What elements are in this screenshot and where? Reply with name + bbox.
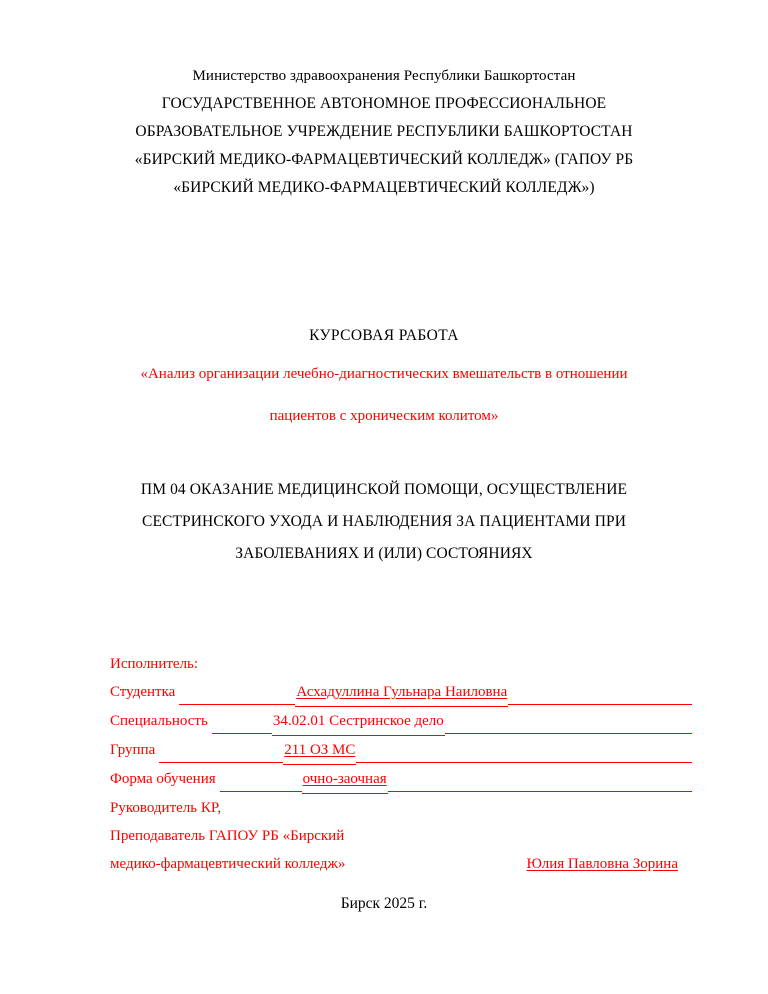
supervisor-name: Юлия Павловна Зорина [526, 856, 678, 872]
field-value-group: 211 ОЗ МС [283, 736, 356, 765]
performer-block [64, 650, 704, 794]
field-tail-group [356, 745, 692, 763]
supervisor-role-line-2: Преподаватель ГАПОУ РБ «Бирский [110, 828, 345, 844]
performer-title: Исполнитель: [110, 656, 199, 672]
field-value-study-form: очно-заочная [302, 765, 388, 794]
field-lead-specialty [212, 716, 272, 734]
field-value-specialty: 34.02.01 Сестринское дело [272, 707, 445, 736]
institution-line-3: «БИРСКИЙ МЕДИКО-ФАРМАЦЕВТИЧЕСКИЙ КОЛЛЕДЖ» (ГАПОУ РБ [134, 151, 634, 168]
supervisor-final-row [110, 850, 692, 878]
field-lead-student [179, 687, 295, 705]
work-theme-line-1: «Анализ организации лечебно-диагностических вмешательств в отношении [140, 366, 628, 382]
supervisor-role-line-1: Руководитель КР, [110, 800, 222, 816]
field-lead-group [159, 745, 283, 763]
institution-line-4: «БИРСКИЙ МЕДИКО-ФАРМАЦЕВТИЧЕСКИЙ КОЛЛЕДЖ») [173, 179, 595, 196]
work-type-label: КУРСОВАЯ РАБОТА [309, 327, 459, 344]
supervisor-block [64, 794, 704, 878]
professional-module-block [64, 474, 704, 570]
field-tail-specialty [445, 716, 692, 734]
field-tail-study-form [388, 774, 692, 792]
institution-line-2: ОБРАЗОВАТЕЛЬНОЕ УЧРЕЖДЕНИЕ РЕСПУБЛИКИ БАШКОРТОСТАН [135, 123, 633, 140]
field-tail-student [508, 687, 692, 705]
field-label-group: Группа [110, 742, 156, 758]
module-line-3: ЗАБОЛЕВАНИЯХ И (ИЛИ) СОСТОЯНИЯХ [235, 545, 533, 562]
field-label-specialty: Специальность [110, 713, 208, 729]
institution-line-1: ГОСУДАРСТВЕННОЕ АВТОНОМНОЕ ПРОФЕССИОНАЛЬНОЕ [161, 95, 607, 112]
field-value-student: Асхадуллина Гульнара Наиловна [295, 678, 508, 707]
work-theme-line-2: пациентов с хроническим колитом» [269, 408, 499, 424]
field-row-study-form [110, 765, 692, 794]
field-row-student [110, 678, 692, 707]
organisation-header [64, 0, 704, 202]
module-line-1: ПМ 04 ОКАЗАНИЕ МЕДИЦИНСКОЙ ПОМОЩИ, ОСУЩЕСТВЛЕНИЕ [140, 481, 628, 498]
field-lead-study-form [220, 774, 302, 792]
work-block [64, 322, 704, 434]
field-row-group [110, 736, 692, 765]
place-and-year: Бирск 2025 г. [340, 895, 428, 912]
page-footer [0, 893, 768, 915]
field-label-student: Студентка [110, 684, 176, 700]
supervisor-role-line-3: медико-фармацевтический колледж» [110, 856, 346, 872]
field-label-study-form: Форма обучения [110, 771, 216, 787]
module-line-2: СЕСТРИНСКОГО УХОДА И НАБЛЮДЕНИЯ ЗА ПАЦИЕНТАМИ ПРИ [142, 513, 626, 530]
field-row-specialty [110, 707, 692, 736]
ministry-line: Министерство здравоохранения Республики Башкортостан [192, 68, 576, 84]
